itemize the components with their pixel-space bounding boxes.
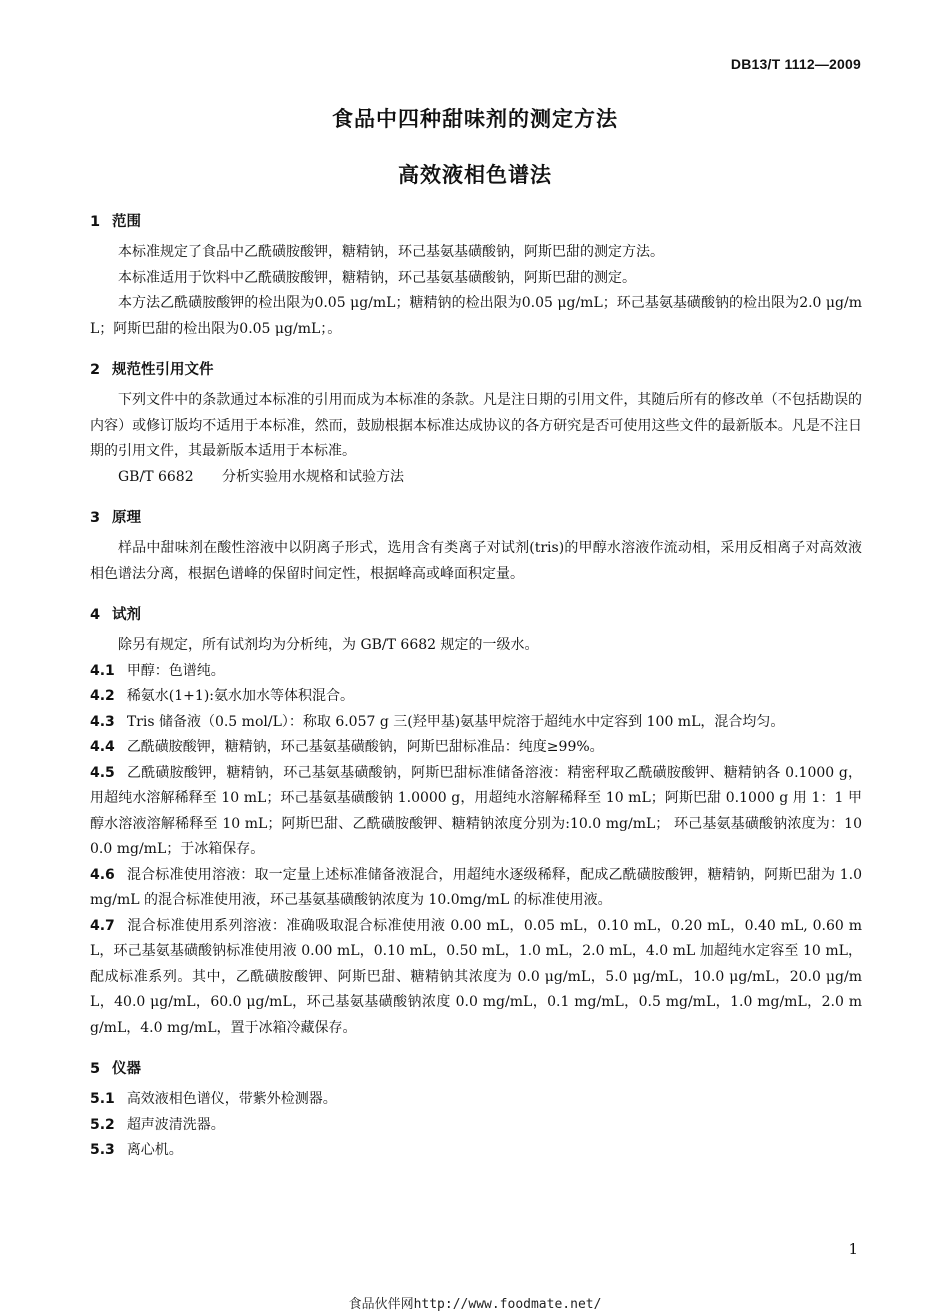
clause-item — [90, 684, 862, 710]
clause-text: 混合标准使用溶液：取一定量上述标准储备液混合，用超纯水逐级稀释，配成乙酰磺胺酸钾，糖精钠，阿斯巴甜为 1.0 mg/mL 的混合标准使用液，环己基氨基磺酸钠浓度为 10.0mg/mL 的标准使用液。 — [90, 866, 862, 908]
clause-number: 5.1 — [90, 1091, 115, 1107]
section-heading-scope — [90, 210, 862, 231]
clause-number: 4.7 — [90, 917, 115, 934]
section-number: 4 — [90, 607, 101, 623]
footer-watermark[interactable]: 食品伙伴网http://www.foodmate.net/ — [348, 1297, 602, 1312]
reference-code: GB/T 6682 — [118, 468, 194, 485]
paragraph: 本方法乙酰磺胺酸钾的检出限为0.05 μg/mL；糖精钠的检出限为0.05 μg/mL；环己基氨基磺酸钠的检出限为2.0 μg/mL；阿斯巴甜的检出限为0.05 μg/mL；。 — [90, 295, 862, 337]
clause-number: 4.1 — [90, 662, 115, 679]
section-heading-apparatus — [90, 1057, 862, 1078]
clause-number: 4.6 — [90, 866, 115, 883]
clause-number: 5.2 — [90, 1116, 115, 1133]
section-title: 试剂 — [112, 607, 141, 623]
reference-entry — [90, 465, 862, 491]
section-title: 规范性引用文件 — [112, 362, 214, 378]
paragraph: 本标准规定了食品中乙酰磺胺酸钾，糖精钠，环己基氨基磺酸钠，阿斯巴甜的测定方法。 — [118, 244, 664, 260]
paragraph: 除另有规定，所有试剂均为分析纯，为 GB/T 6682 规定的一级水。 — [118, 637, 539, 653]
section-title: 仪器 — [112, 1061, 141, 1077]
clause-number: 4.2 — [90, 688, 115, 704]
clause-item — [90, 863, 862, 914]
section-title: 原理 — [112, 510, 141, 526]
standard-code: DB13/T 1112—2009 — [730, 56, 861, 72]
section-number: 2 — [90, 362, 101, 378]
clause-text: 乙酰磺胺酸钾，糖精钠，环己基氨基磺酸钠，阿斯巴甜标准储备溶液：精密秤取乙酰磺胺酸钾、糖精钠各 0.1000 g，用超纯水溶解稀释至 10 mL；环己基氨基磺酸钠 1.0000 g，用超纯水溶解稀释至 10 mL；阿斯巴甜 0.1000 g 用 1：1 甲醇水溶液溶解稀释至 10 mL；阿斯巴甜、乙酰磺胺酸钾、糖精钠浓度分别为:10.0 mg/mL； 环己基氨基磺酸钠浓度为：100.0 mg/mL；于冰箱保存。 — [90, 764, 862, 857]
section-heading-principle — [90, 506, 862, 527]
clause-text: 离心机。 — [126, 1142, 183, 1158]
clause-text: Tris 储备液（0.5 mol/L）：称取 6.057 g 三(羟甲基)氨基甲烷溶于超纯水中定容到 100 mL，混合均匀。 — [126, 713, 785, 730]
section-number: 1 — [90, 214, 101, 230]
document-body — [90, 206, 862, 1164]
paragraph: 样品中甜味剂在酸性溶液中以阴离子形式，选用含有类离子对试剂(tris)的甲醇水溶液作流动相，采用反相离子对高效液相色谱法分离，根据色谱峰的保留时间定性，根据峰高或峰面积定量。 — [90, 540, 862, 582]
clause-item — [90, 1113, 862, 1139]
clause-item — [90, 1138, 862, 1164]
clause-text: 甲醇：色谱纯。 — [126, 662, 225, 679]
clause-item — [90, 914, 862, 1042]
section-title: 范围 — [112, 214, 141, 230]
clause-text: 高效液相色谱仪，带紫外检测器。 — [126, 1091, 337, 1107]
clause-text: 乙酰磺胺酸钾，糖精钠，环己基氨基磺酸钠，阿斯巴甜标准品：纯度≥99%。 — [126, 739, 604, 755]
clause-text: 稀氨水(1+1):氨水加水等体积混合。 — [126, 688, 354, 704]
clause-item — [90, 710, 862, 736]
page-number: 1 — [848, 1240, 858, 1258]
clause-item — [90, 735, 862, 761]
section-heading-reagents — [90, 603, 862, 624]
paragraph: 下列文件中的条款通过本标准的引用而成为本标准的条款。凡是注日期的引用文件，其随后所有的修改单（不包括勘误的内容）或修订版均不适用于本标准，然而，鼓励根据本标准达成协议的各方研究是否可使用这些文件的最新版本。凡是不注日期的引用文件，其最新版本适用于本标准。 — [90, 392, 862, 459]
clause-number: 4.5 — [90, 764, 115, 781]
section-heading-normative-references — [90, 358, 862, 379]
clause-number: 4.3 — [90, 713, 115, 730]
section-number: 3 — [90, 510, 101, 526]
document-title: 食品中四种甜味剂的测定方法 — [332, 107, 618, 131]
document-subtitle: 高效液相色谱法 — [398, 163, 552, 187]
clause-text: 混合标准使用系列溶液：准确吸取混合标准使用液 0.00 mL，0.05 mL，0.10 mL，0.20 mL，0.40 mL, 0.60 mL，环己基氨基磺酸钠标准使用液 0.00 mL，0.10 mL，0.50 mL，1.0 mL，2.0 mL，4.0 mL 加超纯水定容至 10 mL，配成标准系列。其中，乙酰磺胺酸钾、阿斯巴甜、糖精钠其浓度为 0.0 μg/mL，5.0 μg/mL，10.0 μg/mL，20.0 μg/mL，40.0 μg/mL，60.0 μg/mL，环己基氨基磺酸钠浓度 0.0 mg/mL，0.1 mg/mL，0.5 mg/mL，1.0 mg/mL，2.0 mg/mL，4.0 mg/mL，置于冰箱冷藏保存。 — [90, 917, 862, 1036]
section-number: 5 — [90, 1061, 101, 1077]
clause-number: 5.3 — [90, 1142, 115, 1158]
clause-item — [90, 761, 862, 863]
paragraph: 本标准适用于饮料中乙酰磺胺酸钾，糖精钠，环己基氨基磺酸钠，阿斯巴甜的测定。 — [118, 269, 636, 286]
clause-number: 4.4 — [90, 739, 115, 755]
reference-title: 分析实验用水规格和试验方法 — [222, 468, 404, 485]
clause-text: 超声波清洗器。 — [126, 1116, 225, 1133]
clause-item — [90, 1087, 862, 1113]
clause-item — [90, 659, 862, 685]
